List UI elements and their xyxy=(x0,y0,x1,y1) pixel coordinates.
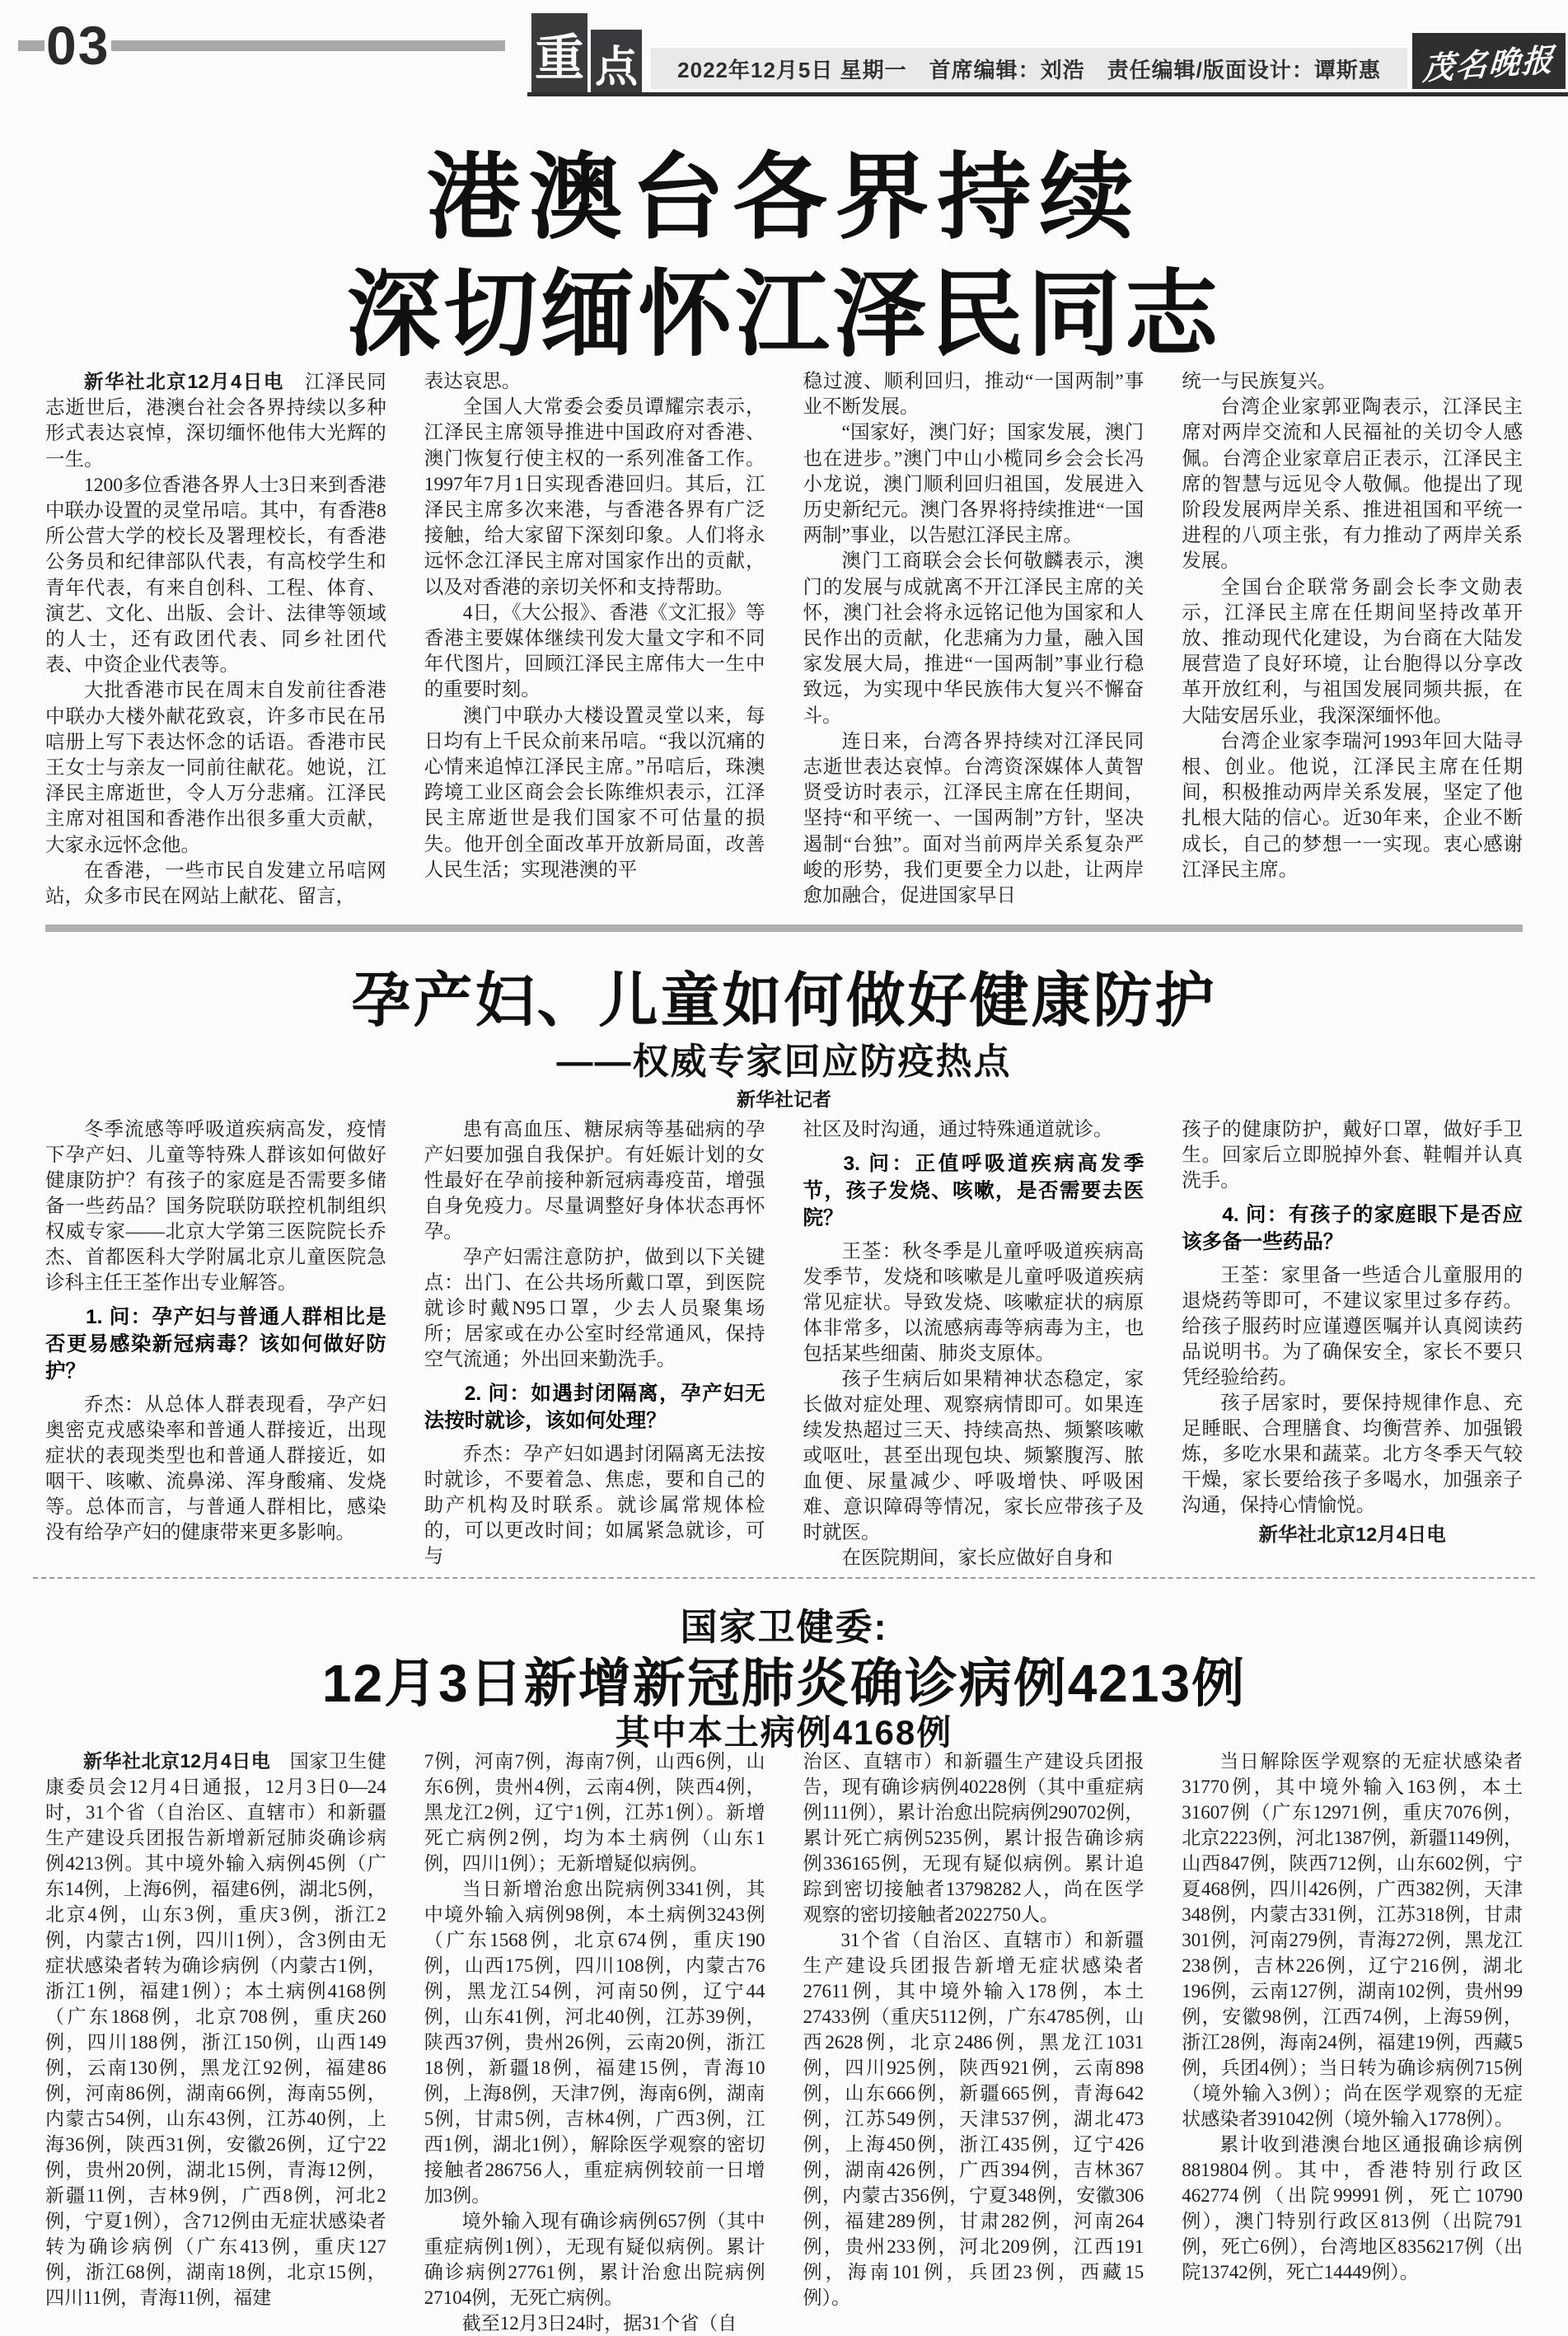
question-heading: 1. 问：孕产妇与普通人群相比是否更易感染新冠病毒？该如何做好防护？ xyxy=(45,1306,386,1383)
body-paragraph: 社区及时沟通，通过特殊通道就诊。 xyxy=(803,1119,1113,1140)
masthead-logo xyxy=(1412,33,1566,89)
body-paragraph: 孩子的健康防护，戴好口罩，做好手卫生。回家后立即脱掉外套、鞋帽并认真洗手。 xyxy=(1182,1119,1523,1191)
page-number-row xyxy=(18,15,505,76)
dateline-lead: 新华社北京12月4日电 xyxy=(84,371,284,392)
text-column xyxy=(45,1748,386,2321)
body-paragraph: 澳门中联办大楼设置灵堂以来，每日均有上千民众前来吊唁。“我以沉痛的心情来追悼江泽民主席。”吊唁后，珠澳跨境工业区商会会长陈维炽表示，江泽民主席逝世是我们国家不可估量的损失。他开创全面改革开放新局面，改善人民生活；实现港澳的平 xyxy=(424,705,765,881)
health-byline: 新华社记者 xyxy=(737,1088,831,1110)
covid-headline: 12月3日新增新冠肺炎确诊病例4213例 xyxy=(321,1654,1247,1713)
text-column xyxy=(424,1117,765,1572)
body-paragraph: 在医院期间，家长应做好自身和 xyxy=(841,1547,1113,1569)
body-paragraph: 孩子居家时，要保持规律作息、充足睡眠、合理膳食、均衡营养、加强锻炼，多吃水果和蔬菜。北方冬季天气较干燥，家长要给孩子多喝水，加强亲子沟通，保持心情愉悦。 xyxy=(1182,1393,1523,1516)
body-paragraph: 台湾企业家郭亚陶表示，江泽民主席对两岸交流和人民福祉的关切令人感佩。台湾企业家章启正表示，江泽民主席的智慧与远见令人敬佩。他提出了现阶段发展两岸关系、推进祖国和平统一进程的八项主张，有力推动了两岸关系发展。 xyxy=(1182,396,1523,573)
covid-kicker: 国家卫健委: xyxy=(680,1606,888,1648)
body-paragraph: 表达哀思。 xyxy=(424,371,522,392)
memorial-body-columns xyxy=(45,369,1523,923)
covid-subtitle: 其中本土病例4168例 xyxy=(615,1713,953,1752)
body-paragraph: 连日来，台湾各界持续对江泽民同志逝世表达哀悼。台湾资深媒体人黄智贤受访时表示，江泽民主席在任期间，坚持“和平统一、一国两制”方针，坚决遏制“台独”。面对当前两岸关系复杂严峻的形势，我们更要全力以赴，让两岸愈加融合，促进国家早日 xyxy=(803,730,1144,907)
health-body-columns xyxy=(45,1117,1523,1572)
body-paragraph: 澳门工商联会会长何敬麟表示，澳门的发展与成就离不开江泽民主席的关怀，澳门社会将永远铭记他为国家和人民作出的贡献，化悲痛为力量，融入国家发展大局，推进“一国两制”事业行稳致远，为实现中华民族伟大复兴不懈奋斗。 xyxy=(803,550,1144,727)
masthead-text: 茂名晚报 xyxy=(1421,42,1556,87)
header-rule xyxy=(527,92,1568,96)
text-column xyxy=(1182,369,1523,923)
body-paragraph: 乔杰：从总体人群表现看，孕产妇奥密克戎感染率和普通人群接近，出现症状的表现类型也和普通人群接近，如咽干、咳嗽、流鼻涕、浑身酸痛、发烧等。总体而言，与普通人群相比，感染没有给孕产妇的健康带来更多影响。 xyxy=(45,1394,386,1543)
body-paragraph: 31个省（自治区、直辖市）和新疆生产建设兵团报告新增无症状感染者27611例，其中境外输入178例，本土27433例（重庆5112例，广东4785例，山西2628例，北京2486例，黑龙江1031例，四川925例，陕西921例，云南898例，山东666例，新疆665例，青海642例，江苏549例，天津537例，湖北473例，上海450例，浙江435例，辽宁426例，湖南426例，广西394例，吉林367例，内蒙古356例，宁夏348例，安徽306例，福建289例，甘肃282例，河南264例，贵州233例，河北209例，江西191例，海南101例，兵团23例，西藏15例）。 xyxy=(803,1930,1144,2308)
text-column xyxy=(424,369,765,923)
body-paragraph: 新华社北京12月4日电 江泽民同志逝世后，港澳台社会各界持续以多种形式表达哀悼，深切缅怀他伟大光辉的一生。 xyxy=(45,371,386,470)
page-number-bar-left xyxy=(18,40,44,51)
body-paragraph: 治区、直辖市）和新疆生产建设兵团报告，现有确诊病例40228例（其中重症病例111例），累计治愈出院病例290702例，累计死亡病例5235例，累计报告确诊病例336165例，无现有疑似病例。累计追踪到密切接触者13798282人，尚在医学观察的密切接触者2022750人。 xyxy=(803,1751,1144,1925)
body-paragraph: 当日解除医学观察的无症状感染者31770例，其中境外输入163例，本土31607例（广东12971例，重庆7076例，北京2223例，河北1387例，新疆1149例，山西847例，陕西712例，山东602例，宁夏468例，四川426例，广西382例，天津348例，内蒙古331例，江苏318例，甘肃301例，河南279例，青海272例，黑龙江238例，吉林226例，辽宁216例，湖北196例，云南127例，湖南102例，贵州99例，安徽98例，江西74例，上海59例，浙江28例，海南24例，福建19例，西藏5例，兵团4例）；当日转为确诊病例715例（境外输入3例）；尚在医学观察的无症状感染者391042例（境外输入1778例）。 xyxy=(1182,1751,1523,2129)
question-heading: 4. 问：有孩子的家庭眼下是否应该多备一些药品？ xyxy=(1182,1204,1523,1253)
text-column xyxy=(45,369,386,923)
body-paragraph: 4日，《大公报》、香港《文汇报》等香港主要媒体继续刊发大量文字和不同年代图片，回顾江泽民主席伟大一生中的重要时刻。 xyxy=(424,602,765,701)
body-paragraph: “国家好，澳门好；国家发展，澳门也在进步。”澳门中山小榄同乡会会长冯小龙说，澳门顺利回归祖国，发展进入历史新纪元。澳门各界将持续推进“一国两制”事业，以告慰江泽民主席。 xyxy=(803,422,1144,547)
body-paragraph: 冬季流感等呼吸道疾病高发，疫情下孕产妇、儿童等特殊人群该如何做好健康防护？有孩子的家庭是否需要多储备一些药品？国务院联防联控机制组织权威专家——北京大学第三医院院长乔杰、首都医科大学附属北京儿童医院急诊科主任王荃作出专业解答。 xyxy=(45,1119,386,1294)
body-paragraph: 截至12月3日24时，据31个省（自 xyxy=(461,2313,737,2334)
date-line: 2022年12月5日 星期一 首席编辑：刘浩 责任编辑/版面设计：谭斯惠 xyxy=(677,57,1381,82)
text-column xyxy=(803,369,1144,923)
body-paragraph: 全国人大常委会委员谭耀宗表示，江泽民主席领导推进中国政府对香港、澳门恢复行使主权的一系列准备工作。1997年7月1日实现香港回归。其后，江泽民主席多次来港，与香港各界有广泛接触，给大家留下深刻印象。人们将永远怀念江泽民主席对国家作出的贡献，以及对香港的亲切关怀和支持帮助。 xyxy=(424,396,765,598)
question-heading: 3. 问：正值呼吸道疾病高发季节，孩子发烧、咳嗽，是否需要去医院？ xyxy=(803,1153,1144,1229)
text-column xyxy=(424,1748,765,2334)
body-paragraph: 境外输入现有确诊病例657例（其中重症病例1例），无现有疑似病例。累计确诊病例27761例，累计治愈出院病例27104例，无死亡病例。 xyxy=(424,2211,765,2308)
page-number-bar-right xyxy=(111,40,505,51)
section-divider-solid xyxy=(45,925,1523,932)
body-paragraph: 孕产妇需注意防护，做到以下关键点：出门、在公共场所戴口罩，到医院就诊时戴N95口罩，少去人员聚集场所；居家或在办公室时经常通风，保持空气流通；外出回来勤洗手。 xyxy=(424,1247,765,1370)
body-paragraph: 稳过渡、顺利回归，推动“一国两制”事业不断发展。 xyxy=(803,371,1144,419)
body-paragraph: 孩子生病后如果精神状态稳定，家长做对症处理、观察病情即可。如果连续发热超过三天、持续高热、频繁咳嗽或呕吐，甚至出现包块、频繁腹泻、脓血便、尿量减少、呼吸增快、呼吸困难、意识障碍等情况，家长应带孩子及时就医。 xyxy=(803,1369,1144,1543)
text-column xyxy=(1182,1748,1523,2321)
body-paragraph: 统一与民族复兴。 xyxy=(1182,371,1337,392)
text-column xyxy=(803,1117,1144,1572)
body-paragraph: 当日新增治愈出院病例3341例，其中境外输入病例98例，本土病例3243例（广东1568例，北京674例，重庆190例，山西175例，四川108例，内蒙古76例，黑龙江54例，河南50例，辽宁44例，山东41例，河北40例，江苏39例，陕西37例，贵州26例，云南20例，浙江18例，新疆18例，福建15例，青海10例，上海8例，天津7例，海南6例，湖南5例，甘肃5例，吉林4例，广西3例，江西1例，湖北1例），解除医学观察的密切接触者286756人，重症病例较前一日增加3例。 xyxy=(424,1879,765,2206)
body-paragraph: 王荃：家里备一些适合儿童服用的退烧药等即可，不建议家里过多存药。给孩子服药时应谨遵医嘱并认真阅读药品说明书。为了确保安全，家长不要只凭经验给药。 xyxy=(1182,1265,1523,1388)
memorial-headline-line2: 深切缅怀江泽民同志 xyxy=(346,263,1222,367)
body-paragraph: 7例，河南7例，海南7例，山西6例，山东6例，贵州4例，云南4例，陕西4例，黑龙江2例，辽宁1例，江苏1例）。新增死亡病例2例，均为本土病例（山东1例，四川1例）；无新增疑似病例。 xyxy=(424,1751,765,1874)
health-subtitle: ——权威专家回应防疫热点 xyxy=(556,1042,1012,1082)
section-badge-char-zhong: 重 xyxy=(531,13,587,96)
body-paragraph: 王荃：秋冬季是儿童呼吸道疾病高发季节，发烧和咳嗽是儿童呼吸道疾病常见症状。导致发烧、咳嗽症状的病原体非常多，以流感病毒等病毒为主，也包括某些细菌、肺炎支原体。 xyxy=(803,1241,1144,1365)
section-divider-dashed xyxy=(33,1577,1535,1579)
body-paragraph: 患有高血压、糖尿病等基础病的孕产妇要加强自我保护。有妊娠计划的女性最好在孕前接种新冠病毒疫苗，增强自身免疫力。尽量调整好身体状态再怀孕。 xyxy=(424,1119,765,1243)
date-bar xyxy=(651,48,1407,89)
body-paragraph: 累计收到港澳台地区通报确诊病例8819804例。其中，香港特别行政区462774例（出院99991例，死亡10790例），澳门特别行政区813例（出院791例，死亡6例），台湾地区8356217例（出院13742例，死亡14449例）。 xyxy=(1182,2134,1523,2282)
health-headline: 孕产妇、儿童如何做好健康防护 xyxy=(351,968,1217,1034)
page-number: 03 xyxy=(46,15,110,76)
body-paragraph: 在香港，一些市民自发建立吊唁网站，众多市民在网站上献花、留言， xyxy=(45,859,386,908)
text-column xyxy=(45,1117,386,1572)
dateline: 新华社北京12月4日电 xyxy=(1258,1524,1446,1545)
text-column xyxy=(1182,1117,1523,1572)
question-heading: 2. 问：如遇封闭隔离，孕产妇无法按时就诊，该如何处理？ xyxy=(424,1383,765,1432)
section-badge-char-dian: 点 xyxy=(591,30,642,96)
dateline-lead: 新华社北京12月4日电 xyxy=(83,1750,271,1772)
body-paragraph: 新华社北京12月4日电 国家卫生健康委员会12月4日通报，12月3日0—24时，31个省（自治区、直辖市）和新疆生产建设兵团报告新增新冠肺炎确诊病例4213例。其中境外输入病例45例（广东14例，上海6例，福建6例，湖北5例，北京4例，山东3例，重庆3例，浙江2例，内蒙古1例，四川1例），含3例由无症状感染者转为确诊病例（内蒙古1例，浙江1例，福建1例）；本土病例4168例（广东1868例，北京708例，重庆260例，四川188例，浙江150例，山西149例，云南130例，黑龙江92例，福建86例，河南86例，湖南66例，海南55例，内蒙古54例，山东43例，江苏40例，上海36例，陕西31例，安徽26例，辽宁22例，贵州20例，湖北15例，青海12例，新疆11例，吉林9例，广西8例，河北2例，宁夏1例），含712例由无症状感染者转为确诊病例（广东413例，重庆127例，浙江68例，湖南18例，北京15例，四川11例，青海11例，福建 xyxy=(45,1750,386,2308)
body-paragraph: 台湾企业家李瑞河1993年回大陆寻根、创业。他说，江泽民主席在任期间，积极推动两岸关系发展，坚定了他扎根大陆的信心。近30年来，企业不断成长，自己的梦想一一实现。衷心感谢江泽民主席。 xyxy=(1182,730,1523,881)
text-column xyxy=(803,1748,1144,2321)
body-paragraph: 全国台企联常务副会长李文勋表示，江泽民主席在任期间坚持改革开放、推动现代化建设，为台商在大陆发展营造了良好环境，让台胞得以分享改革开放红利，与祖国发展同频共振，在大陆安居乐业，我深深缅怀他。 xyxy=(1182,576,1523,727)
body-paragraph: 1200多位香港各界人士3日来到香港中联办设置的灵堂吊唁。其中，有香港8所公营大学的校长及署理校长，有香港公务员和纪律部队代表，有高校学生和青年代表，有来自创科、工程、体育、演艺、文化、出版、会计、法律等领域的人士，还有政团代表、同乡社团代表、中资企业代表等。 xyxy=(45,474,386,676)
body-paragraph: 大批香港市民在周末自发前往香港中联办大楼外献花致哀，许多市民在吊唁册上写下表达怀念的话语。香港市民王女士与亲友一同前往献花。她说，江泽民主席逝世，令人万分悲痛。江泽民主席对祖国和香港作出很多重大贡献，大家永远怀念他。 xyxy=(45,680,386,856)
memorial-headline-line1: 港澳台各界持续 xyxy=(426,146,1142,250)
covid-body-columns xyxy=(45,1748,1523,2334)
body-paragraph: 乔杰：孕产妇如遇封闭隔离无法按时就诊，不要着急、焦虑，要和自己的助产机构及时联系。就诊属常规体检的，可以更改时间；如属紧急就诊，可与 xyxy=(424,1444,765,1567)
